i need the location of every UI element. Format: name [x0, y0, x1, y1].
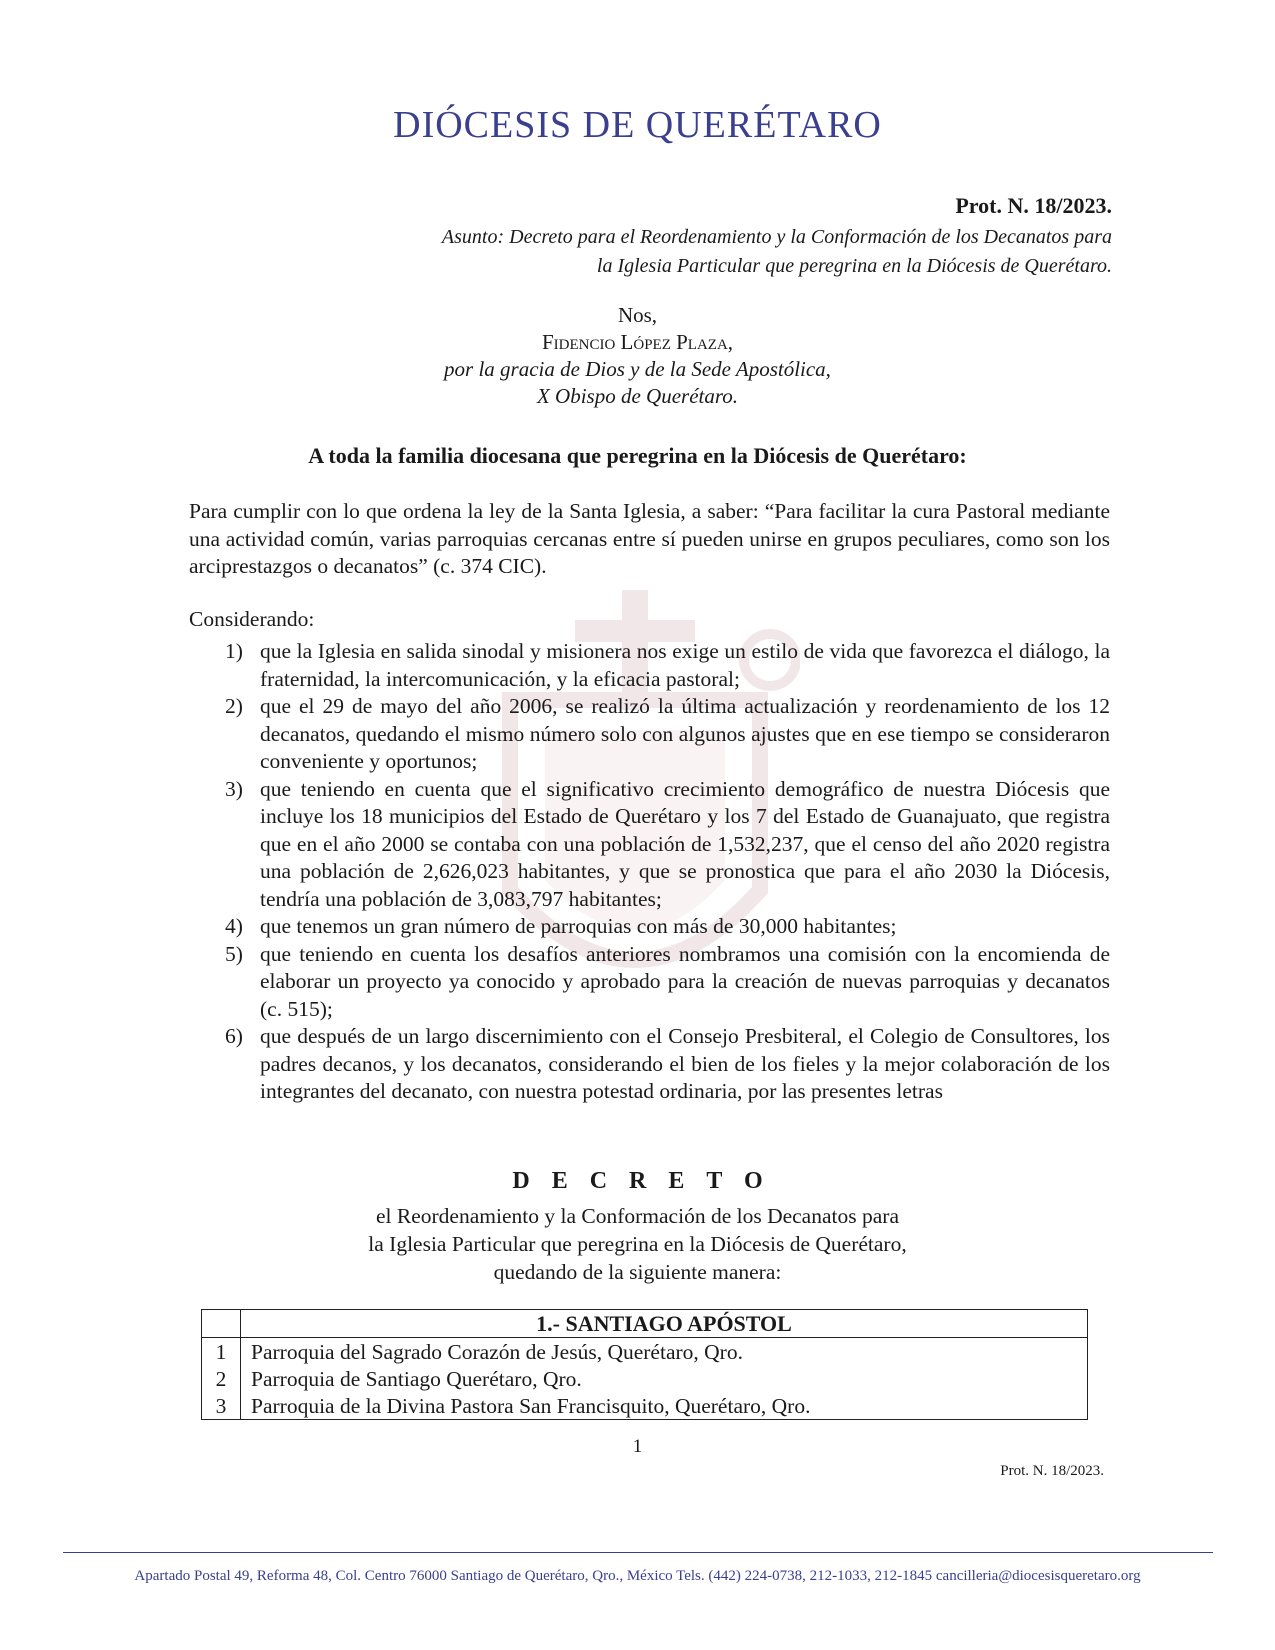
item-number: 3) — [225, 776, 243, 801]
subject-line-2: la Iglesia Particular que peregrina en la Diócesis de Querétaro. — [596, 255, 1112, 277]
item-text: que teniendo en cuenta que el significativo crecimiento demográfico de nuestra Diócesis que incluye los 18 municipios del Estado de Querétaro y los 7 del Estado de Guanajuato, que registra que en el año 2000 se contaba con una población de 1,532,237, que el censo del año 2020 registra una población de 2,626,023 habitantes, y que se pronostica que para el año 2030 la Diócesis, tendría una población de 3,083,797 habitantes; — [260, 776, 1110, 911]
sender-office: X Obispo de Querétaro. — [536, 384, 739, 408]
page-number: 1 — [632, 1436, 643, 1457]
item-number: 6) — [225, 1024, 243, 1048]
considerando-item — [189, 776, 1110, 914]
considerando-item — [189, 941, 1110, 1024]
deanery-table — [201, 1309, 1088, 1420]
sender-block — [0, 302, 1275, 410]
footer-contact: Apartado Postal 49, Reforma 48, Col. Centro 76000 Santiago de Querétaro, Qro., México Tels. (442) 224-0738, 212-1033, 212-1845 cancilleria@diocesisqueretaro.org — [134, 1568, 1141, 1584]
considerando-item — [189, 1023, 1110, 1106]
parish-name: Parroquia del Sagrado Corazón de Jesús, Querétaro, Qro. — [241, 1338, 1088, 1366]
sender-grace: por la gracia de Dios y de la Sede Apostólica, — [444, 357, 831, 381]
item-text: que teniendo en cuenta los desafíos anteriores nombramos una comisión con la encomienda de elaborar un proyecto ya conocido y aprobado para la creación de nuevas parroquias y decanatos (c. 515); — [260, 941, 1110, 1021]
item-number: 2) — [225, 694, 243, 718]
item-text: que después de un largo discernimiento con el Consejo Presbiteral, el Colegio de Consultores, los padres decanos, y los decanatos, considerando el bien de los fieles y la mejor colaboración de los integrantes del decanato, con nuestra potestad ordinaria, por las presentes letras — [260, 1024, 1110, 1103]
parish-name: Parroquia de la Divina Pastora San Francisquito, Querétaro, Qro. — [241, 1392, 1088, 1420]
considerando-list — [189, 638, 1110, 1106]
parish-name: Parroquia de Santiago Querétaro, Qro. — [241, 1365, 1088, 1392]
item-text: que tenemos un gran número de parroquias con más de 30,000 habitantes; — [260, 914, 897, 938]
row-number: 2 — [202, 1365, 241, 1392]
decreto-body — [0, 1202, 1275, 1286]
table-row — [202, 1338, 1088, 1366]
table-header-row — [202, 1310, 1088, 1338]
decreto-title: DECRETO — [512, 1168, 785, 1194]
footer-divider — [63, 1552, 1213, 1553]
row-number: 1 — [202, 1338, 241, 1366]
decreto-line-3: quedando de la siguiente manera: — [493, 1260, 782, 1284]
deanery-heading: 1.- SANTIAGO APÓSTOL — [241, 1310, 1088, 1338]
considerando-item — [189, 693, 1110, 776]
footer-protocol-number: Prot. N. 18/2023. — [1000, 1463, 1104, 1479]
item-number: 5) — [225, 941, 243, 966]
decreto-line-2: la Iglesia Particular que peregrina en la Diócesis de Querétaro, — [368, 1232, 907, 1256]
table-header-blank — [202, 1310, 241, 1338]
item-number: 1) — [225, 639, 243, 663]
considerando-heading: Considerando: — [189, 607, 315, 631]
subject-line-1: Asunto: Decreto para el Reordenamiento y la Conformación de los Decanatos para — [441, 226, 1112, 248]
addressee-heading: A toda la familia diocesana que peregrina en la Diócesis de Querétaro: — [308, 443, 967, 468]
diocese-title: DIÓCESIS DE QUERÉTARO — [393, 104, 882, 146]
item-text: que la Iglesia en salida sinodal y misionera nos exige un estilo de vida que favorezca el diálogo, la fraternidad, la intercomunicación, y la eficacia pastoral; — [260, 639, 1110, 691]
item-text: que el 29 de mayo del año 2006, se realizó la última actualización y reordenamiento de los 12 decanatos, quedando el mismo número solo con algunos ajustes que en ese tiempo se consideraron conveniente y oportunos; — [260, 694, 1110, 773]
subject — [392, 223, 1112, 281]
intro-paragraph: Para cumplir con lo que ordena la ley de la Santa Iglesia, a saber: “Para facilitar la cura Pastoral mediante una actividad común, varias parroquias cercanas entre sí pueden unirse en grupos peculiares, como son los arciprestazgos o decanatos” (c. 374 CIC). — [189, 499, 1110, 578]
table-row — [202, 1365, 1088, 1392]
table-row — [202, 1392, 1088, 1420]
protocol-number: Prot. N. 18/2023. — [955, 193, 1112, 218]
sender-nos: Nos, — [617, 303, 658, 327]
considerando-item — [189, 913, 1110, 941]
sender-name: Fidencio López Plaza, — [541, 330, 734, 354]
row-number: 3 — [202, 1392, 241, 1420]
considerando-item — [189, 638, 1110, 693]
decreto-line-1: el Reordenamiento y la Conformación de los Decanatos para — [376, 1204, 899, 1228]
item-number: 4) — [225, 914, 243, 938]
